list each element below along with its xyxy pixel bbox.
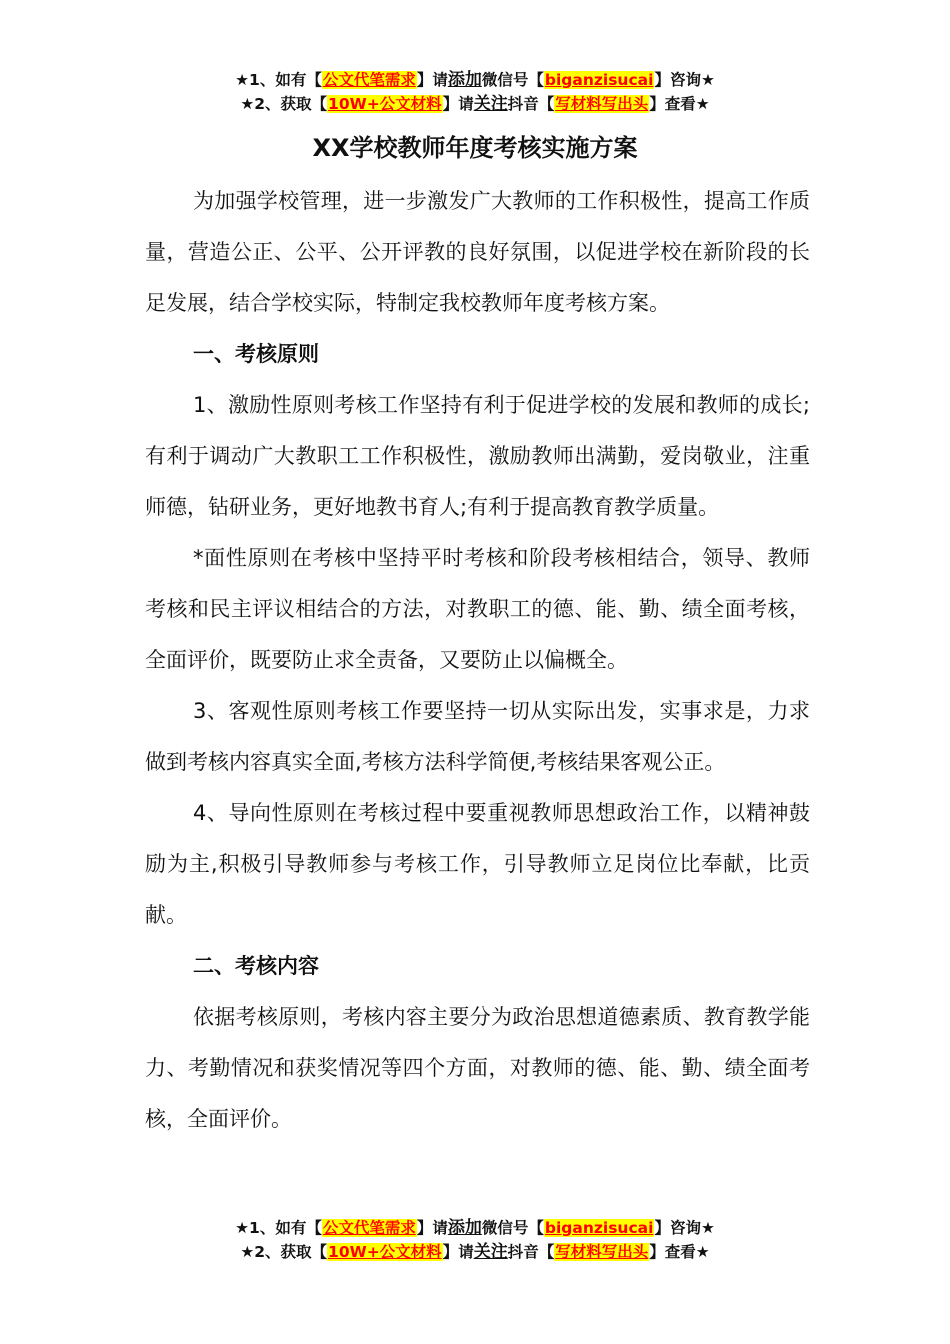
- promo-line-2-suffix: 】查看★: [649, 1243, 710, 1261]
- document-title: XX学校教师年度考核实施方案: [312, 134, 638, 162]
- promo-emphasis-add: 添加: [447, 1218, 482, 1238]
- promo-line-1: [0, 68, 950, 92]
- promo-banner-bottom: [0, 1216, 950, 1264]
- principle-comprehensive: *面性原则在考核中坚持平时考核和阶段考核相结合，领导、教师考核和民主评议相结合的方法，对教职工的德、能、勤、绩全面考核，全面评价，既要防止求全责备，又要防止以偏概全。: [145, 546, 810, 672]
- promo-line-2-middle-2: 抖音【: [507, 95, 555, 113]
- promo-line-1: [0, 1216, 950, 1240]
- promo-line-2-prefix: ★2、获取【: [240, 95, 328, 113]
- promo-line-2: [0, 1240, 950, 1264]
- promo-line-1-middle: 】请: [416, 71, 448, 89]
- promo-line-1-prefix: ★1、如有【: [235, 1219, 322, 1237]
- promo-line-1-suffix: 】咨询★: [654, 1219, 715, 1237]
- promo-line-1-prefix: ★1、如有【: [235, 71, 322, 89]
- promo-line-1-middle-2: 微信号【: [481, 1219, 544, 1237]
- promo-emphasis-add: 添加: [447, 70, 482, 90]
- promo-emphasis-follow: 关注: [473, 1242, 508, 1262]
- promo-line-2-suffix: 】查看★: [649, 95, 710, 113]
- promo-line-2-middle: 】请: [442, 95, 474, 113]
- promo-highlight-materials: 10W+公文材料: [328, 1243, 442, 1261]
- promo-line-1-middle: 】请: [416, 1219, 448, 1237]
- promo-line-2-middle-2: 抖音【: [507, 1243, 555, 1261]
- principle-incentive: 1、激励性原则考核工作坚持有利于促进学校的发展和教师的成长;有利于调动广大教职工工作积极性，激励教师出满勤，爱岗敬业，注重师德，钻研业务，更好地教书育人;有利于提高教育教学质量。: [145, 393, 810, 519]
- principle-guidance: 4、导向性原则在考核过程中要重视教师思想政治工作，以精神鼓励为主,积极引导教师参与考核工作，引导教师立足岗位比奉献，比贡献。: [145, 801, 810, 927]
- promo-line-2: [0, 92, 950, 116]
- promo-highlight-service: 公文代笔需求: [322, 71, 416, 89]
- section-heading-principles: 一、考核原则: [193, 342, 319, 366]
- section-heading-content: 二、考核内容: [193, 954, 319, 978]
- promo-douyin-account: 写材料写出头: [555, 95, 649, 113]
- promo-line-2-prefix: ★2、获取【: [240, 1243, 328, 1261]
- content-paragraph: 依据考核原则，考核内容主要分为政治思想道德素质、教育教学能力、考勤情况和获奖情况等四个方面，对教师的德、能、勤、绩全面考核，全面评价。: [145, 1005, 810, 1131]
- promo-wechat-id: biganzisucai: [544, 71, 654, 89]
- intro-paragraph: 为加强学校管理，进一步激发广大教师的工作积极性，提高工作质量，营造公正、公平、公开评教的良好氛围，以促进学校在新阶段的长足发展，结合学校实际，特制定我校教师年度考核方案。: [145, 189, 810, 315]
- principle-objective: 3、客观性原则考核工作要坚持一切从实际出发，实事求是，力求做到考核内容真实全面,考核方法科学简便,考核结果客观公正。: [145, 699, 810, 774]
- promo-highlight-materials: 10W+公文材料: [328, 95, 442, 113]
- promo-line-2-middle: 】请: [442, 1243, 474, 1261]
- promo-line-1-middle-2: 微信号【: [481, 71, 544, 89]
- promo-banner-top: [0, 68, 950, 116]
- document-body: [145, 176, 810, 1145]
- promo-emphasis-follow: 关注: [473, 94, 508, 114]
- promo-wechat-id: biganzisucai: [544, 1219, 654, 1237]
- promo-line-1-suffix: 】咨询★: [654, 71, 715, 89]
- promo-douyin-account: 写材料写出头: [555, 1243, 649, 1261]
- promo-highlight-service: 公文代笔需求: [322, 1219, 416, 1237]
